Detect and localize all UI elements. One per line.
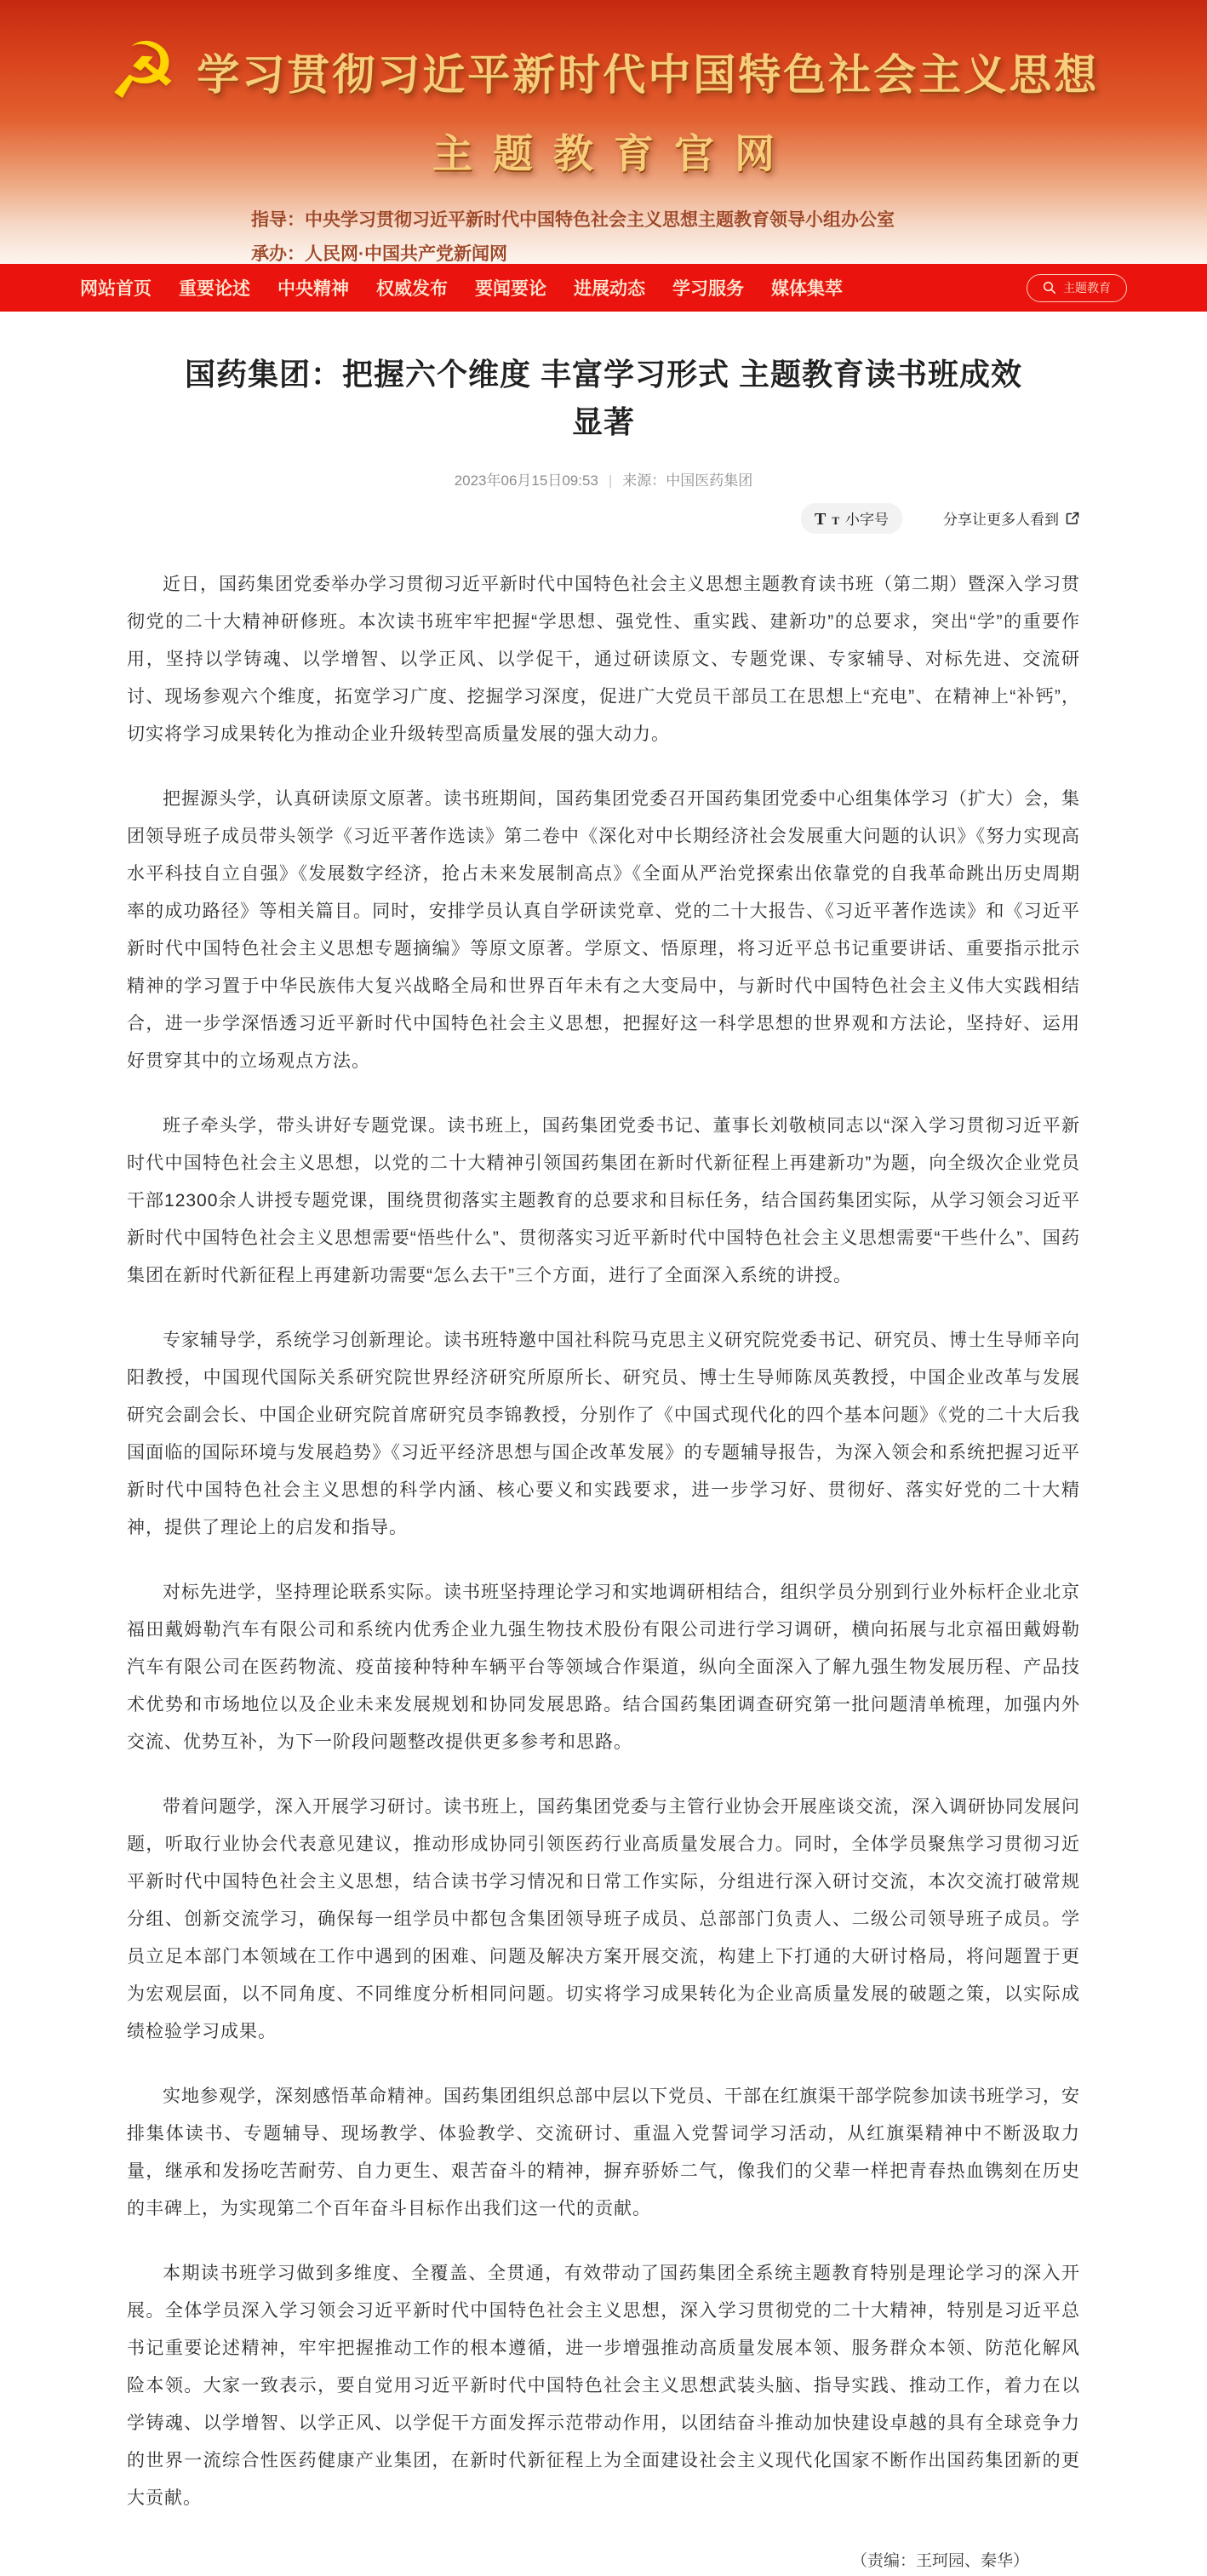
search-box[interactable]	[1027, 274, 1127, 302]
font-size-label: 小字号	[845, 511, 889, 528]
article-paragraph: 实地参观学，深刻感悟革命精神。国药集团组织总部中层以下党员、干部在红旗渠干部学院参加读书班学习，安排集体读书、专题辅导、现场教学、体验教学、交流研讨、重温入党誓词学习活动，从红旗渠精神中不断汲取力量，继承和发扬吃苦耐劳、自力更生、艰苦奋斗的精神，摒弃骄娇二气，像我们的父辈一样把青春热血镌刻在历史的丰碑上，为实现第二个百年奋斗目标作出我们这一代的贡献。	[127, 2086, 1080, 2218]
article-paragraph: 带着问题学，深入开展学习研讨。读书班上，国药集团党委与主管行业协会开展座谈交流，深入调研协同发展问题，听取行业协会代表意见建议，推动形成协同引领医药行业高质量发展合力。同时，全体学员聚焦学习贯彻习近平新时代中国特色社会主义思想，结合读书学习情况和日常工作实际，分组进行深入研讨交流，本次交流打破常规分组、创新交流学习，确保每一组学员中都包含集团领导班子成员、总部部门负责人、二级公司领导班子成员。学员立足本部门本领域在工作中遇到的困难、问题及解决方案开展交流，构建上下打通的大研讨格局，将问题置于更为宏观层面，以不同角度、不同维度分析相同问题。切实将学习成果转化为企业高质量发展的破题之策，以实际成绩检验学习成果。	[127, 1796, 1080, 2041]
nav-item-home[interactable]: 网站首页	[80, 279, 152, 299]
nav-item-key-news[interactable]: 要闻要论	[475, 279, 546, 299]
font-size-icon-small: T	[832, 513, 839, 527]
editor-note: （责编：王珂园、秦华）	[850, 2551, 1029, 2570]
article-paragraph: 把握源头学，认真研读原文原著。读书班期间，国药集团党委召开国药集团党委中心组集体学习（扩大）会，集团领导班子成员带头领学《习近平著作选读》第二卷中《深化对中长期经济社会发展重大问题的认识》《努力实现高水平科技自立自强》《发展数字经济，抢占未来发展制高点》《全面从严治党探索出依靠党的自我革命跳出历史周期率的成功路径》等相关篇目。同时，安排学员认真自学研读党章、党的二十大报告、《习近平著作选读》和《习近平新时代中国特色社会主义思想专题摘编》等原文原著。学原文、悟原理，将习近平总书记重要讲话、重要指示批示精神的学习置于中华民族伟大复兴战略全局和世界百年未有之大变局中，与新时代中国特色社会主义伟大实践相结合，进一步学深悟透习近平新时代中国特色社会主义思想，把握好这一科学思想的世界观和方法论，坚持好、运用好贯穿其中的立场观点方法。	[127, 788, 1080, 1071]
search-icon	[1043, 281, 1056, 295]
nav-inner	[80, 274, 1127, 302]
nav-item-learning-service[interactable]: 学习服务	[672, 279, 744, 299]
share-button[interactable]	[943, 507, 1080, 529]
article-body	[127, 566, 1080, 2517]
article-paragraph: 近日，国药集团党委举办学习贯彻习近平新时代中国特色社会主义思想主题教育读书班（第二期）暨深入学习贯彻党的二十大精神研修班。本次读书班牢牢把握“学思想、强党性、重实践、建新功”的总要求，突出“学”的重要作用，坚持以学铸魂、以学增智、以学正风、以学促干，通过研读原文、专题党课、专家辅导、对标先进、交流研讨、现场参观六个维度，拓宽学习广度、挖掘学习深度，促进广大党员干部员工在思想上“充电”、在精神上“补钙”，切实将学习成果转化为推动企业升级转型高质量发展的强大动力。	[127, 574, 1080, 744]
article-paragraph: 班子牵头学，带头讲好专题党课。读书班上，国药集团党委书记、董事长刘敬桢同志以“深入学习贯彻习近平新时代中国特色社会主义思想，以党的二十大精神引领国药集团在新时代新征程上再建新功”为题，向全级次企业党员干部12300余人讲授专题党课，围绕贯彻落实主题教育的总要求和目标任务，结合国药集团实际，从学习领会习近平新时代中国特色社会主义思想需要“悟些什么”、贯彻落实习近平新时代中国特色社会主义思想需要“干些什么”、国药集团在新时代新征程上再建新功需要“怎么去干”三个方面，进行了全面深入系统的讲授。	[127, 1115, 1080, 1285]
main-navbar	[0, 264, 1207, 312]
font-size-button[interactable]	[801, 503, 902, 534]
share-icon	[1065, 511, 1080, 526]
share-label: 分享让更多人看到	[943, 512, 1059, 529]
banner-host-line: 承办：人民网·中国共产党新闻网	[251, 244, 507, 264]
meta-separator: |	[608, 472, 613, 489]
banner-info	[127, 203, 1080, 264]
article-source: 来源：中国医药集团	[622, 472, 753, 489]
article-meta	[127, 468, 1080, 489]
article-date: 2023年06月15日09:53	[454, 472, 598, 489]
site-title-line1: 学习贯彻习近平新时代中国特色社会主义思想	[197, 51, 1100, 99]
article-paragraph: 专家辅导学，系统学习创新理论。读书班特邀中国社科院马克思主义研究院党委书记、研究员、博士生导师辛向阳教授，中国现代国际关系研究院世界经济研究所原所长、研究员、博士生导师陈凤英教授，中国企业改革与发展研究会副会长、中国企业研究院首席研究员李锦教授，分别作了《中国式现代化的四个基本问题》《党的二十大后我国面临的国际环境与发展趋势》《习近平经济思想与国企改革发展》的专题辅导报告，为深入领会和系统把握习近平新时代中国特色社会主义思想的科学内涵、核心要义和实践要求，进一步学习好、贯彻好、落实好党的二十大精神，提供了理论上的启发和指导。	[127, 1330, 1080, 1537]
nav-item-central-spirit[interactable]: 中央精神	[277, 279, 349, 299]
article-tools	[127, 503, 1080, 534]
font-size-icon: T	[814, 509, 827, 529]
article-paragraph: 本期读书班学习做到多维度、全覆盖、全贯通，有效带动了国药集团全系统主题教育特别是理论学习的深入开展。全体学员深入学习领会习近平新时代中国特色社会主义思想，深入学习贯彻党的二十大精神，特别是习近平总书记重要论述精神，牢牢把握推动工作的根本遵循，进一步增强推动高质量发展本领、服务群众本领、防范化解风险本领。大家一致表示，要自觉用习近平新时代中国特色社会主义思想武装头脑、指导实践、推动工作，着力在以学铸魂、以学增智、以学正风、以学促干方面发挥示范带动作用，以团结奋斗推动加快建设卓越的具有全球竞争力的世界一流综合性医药健康产业集团，在新时代新征程上为全面建设社会主义现代化国家不断作出国药集团新的更大贡献。	[127, 2263, 1080, 2508]
nav-item-media-collection[interactable]: 媒体集萃	[771, 279, 843, 299]
article-container	[127, 312, 1080, 2576]
site-title-line2: 主题教育官网	[432, 131, 795, 176]
article-paragraph: 对标先进学，坚持理论联系实际。读书班坚持理论学习和实地调研相结合，组织学员分别到行业外标杆企业北京福田戴姆勒汽车有限公司和系统内优秀企业九强生物技术股份有限公司进行学习调研，横向拓展与北京福田戴姆勒汽车有限公司在医药物流、疫苗接种特种车辆平台等领域合作渠道，纵向全面深入了解九强生物发展历程、产品技术优势和市场地位以及企业未来发展规划和协同发展思路。结合国药集团调查研究第一批问题清单梳理，加强内外交流、优势互补，为下一阶段问题整改提供更多参考和思路。	[127, 1582, 1080, 1752]
banner-title-row	[0, 0, 1207, 115]
article-title: 国药集团：把握六个维度 丰富学习形式 主题教育读书班成效显著	[184, 357, 1022, 439]
search-box-label: 主题教育	[1063, 281, 1111, 295]
banner-guide-line: 指导：中央学习贯彻习近平新时代中国特色社会主义思想主题教育领导小组办公室	[251, 210, 895, 230]
party-emblem-icon: ☭	[107, 28, 179, 115]
nav-item-progress[interactable]: 进展动态	[574, 279, 645, 299]
nav-items	[80, 275, 843, 301]
nav-item-authoritative-release[interactable]: 权威发布	[376, 279, 448, 299]
nav-item-important-discourse[interactable]: 重要论述	[179, 279, 250, 299]
site-banner	[0, 0, 1207, 264]
